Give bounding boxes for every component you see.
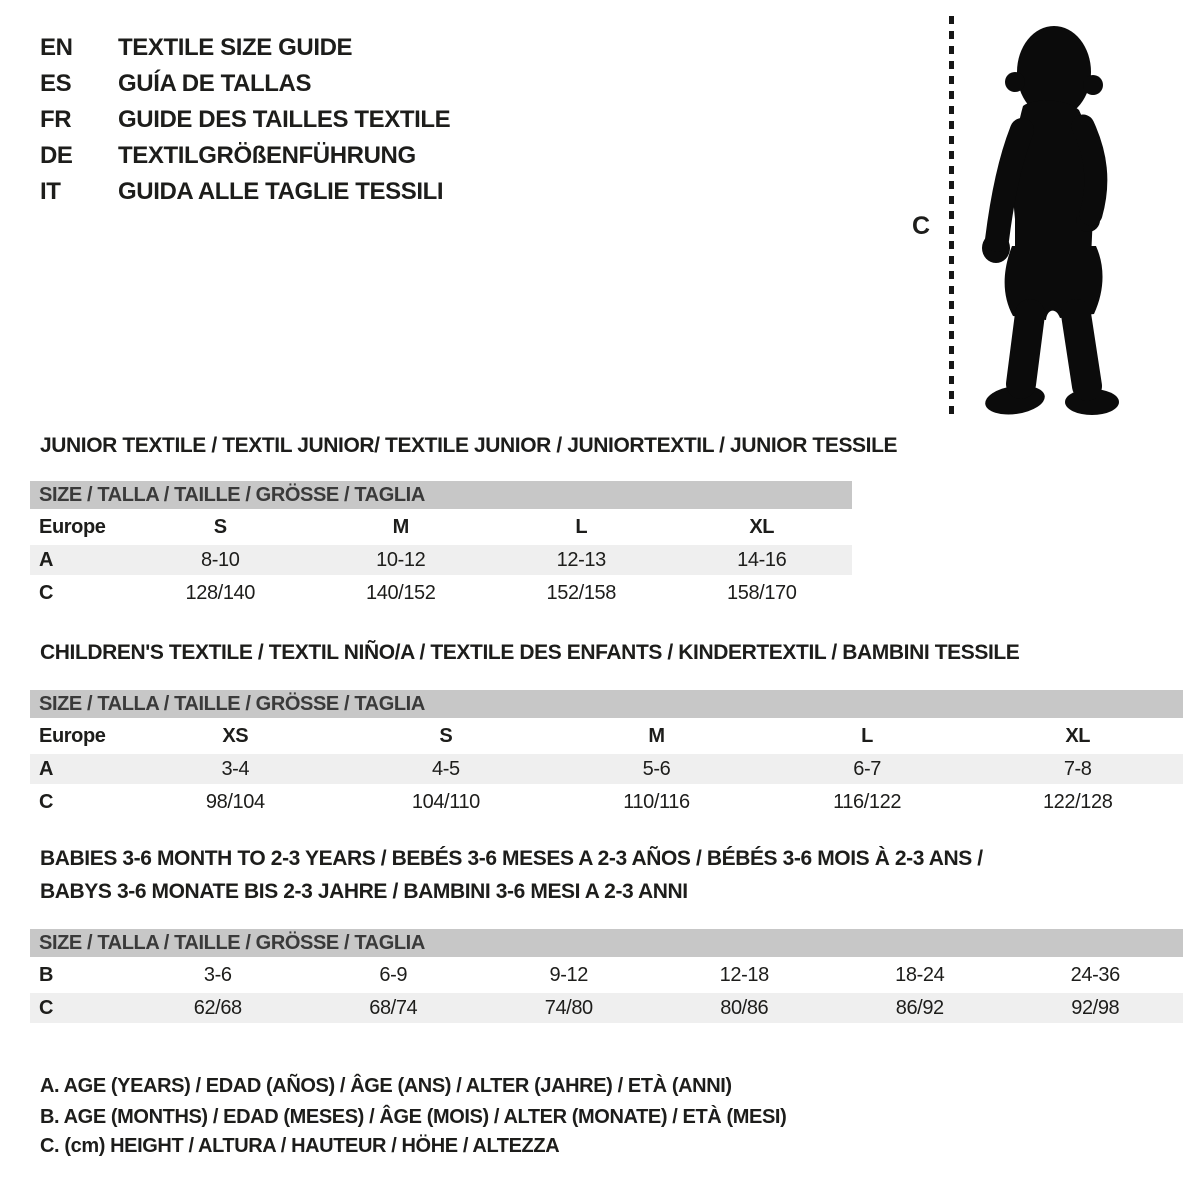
language-title-block bbox=[40, 30, 450, 210]
size-cell: XL bbox=[1065, 724, 1091, 747]
size-header-bar: SIZE / TALLA / TAILLE / GRÖSSE / TAGLIA bbox=[30, 690, 1183, 718]
height-cell: 98/104 bbox=[205, 790, 265, 813]
height-cell: 158/170 bbox=[727, 581, 797, 604]
age-cell: 5-6 bbox=[642, 757, 671, 780]
size-cell: S bbox=[439, 724, 453, 747]
section-title-children: CHILDREN'S TEXTILE / TEXTIL NIÑO/A / TEXTILE DES ENFANTS / KINDERTEXTIL / BAMBINI TESSILE bbox=[40, 641, 1020, 664]
size-cell: L bbox=[575, 515, 588, 538]
height-dashed-line bbox=[949, 16, 954, 416]
size-cell: XS bbox=[222, 724, 249, 747]
guide-title-de: TEXTILGRÖßENFÜHRUNG bbox=[118, 142, 416, 169]
size-cell: S bbox=[213, 515, 227, 538]
row-label: C bbox=[39, 790, 54, 813]
age-cell: 4-5 bbox=[432, 757, 460, 780]
size-header-bar: SIZE / TALLA / TAILLE / GRÖSSE / TAGLIA bbox=[30, 481, 852, 509]
row-label: B bbox=[39, 963, 54, 986]
height-cell: 122/128 bbox=[1042, 790, 1113, 813]
section-title-junior: JUNIOR TEXTILE / TEXTIL JUNIOR/ TEXTILE JUNIOR / JUNIORTEXTIL / JUNIOR TESSILE bbox=[40, 434, 898, 457]
table-row-age bbox=[30, 545, 852, 575]
height-cell: 152/158 bbox=[546, 581, 616, 604]
row-label: C bbox=[39, 996, 54, 1019]
language-row-it bbox=[40, 174, 450, 210]
babies-size-table bbox=[30, 929, 1183, 1023]
baby-silhouette-graphic bbox=[966, 14, 1132, 418]
legend-age-months: B. AGE (MONTHS) / EDAD (MESES) / ÂGE (MOIS) / ALTER (MONATE) / ETÀ (MESI) bbox=[40, 1106, 787, 1128]
guide-title-it: GUIDA ALLE TAGLIE TESSILI bbox=[118, 178, 444, 205]
language-code: EN bbox=[40, 34, 73, 61]
table-row-height bbox=[30, 993, 1183, 1023]
height-cell: 140/152 bbox=[366, 581, 436, 604]
table-row-age bbox=[30, 754, 1183, 784]
age-cell: 3-6 bbox=[203, 963, 232, 986]
age-cell: 12-18 bbox=[719, 963, 769, 986]
language-code: DE bbox=[40, 142, 73, 169]
age-cell: 12-13 bbox=[556, 548, 606, 571]
measure-label-c: C bbox=[912, 212, 930, 240]
age-cell: 10-12 bbox=[376, 548, 426, 571]
children-size-table bbox=[30, 690, 1183, 817]
height-cell: 110/116 bbox=[623, 790, 690, 813]
age-cell: 14-16 bbox=[737, 548, 787, 571]
section-title-babies-line2: BABYS 3-6 MONATE BIS 2-3 JAHRE / BAMBINI 3-6 MESI A 2-3 ANNI bbox=[40, 880, 688, 903]
table-row-europe bbox=[30, 512, 852, 542]
age-cell: 3-4 bbox=[221, 757, 250, 780]
age-cell: 7-8 bbox=[1063, 757, 1092, 780]
guide-title-en: TEXTILE SIZE GUIDE bbox=[118, 34, 353, 61]
size-header-bar: SIZE / TALLA / TAILLE / GRÖSSE / TAGLIA bbox=[30, 929, 1183, 957]
height-cell: 104/110 bbox=[411, 790, 480, 813]
age-cell: 6-9 bbox=[379, 963, 408, 986]
table-row-height bbox=[30, 578, 852, 608]
height-cell: 128/140 bbox=[185, 581, 255, 604]
legend-height-cm: C. (cm) HEIGHT / ALTURA / HAUTEUR / HÖHE / ALTEZZA bbox=[40, 1135, 560, 1157]
section-title-babies-line1: BABIES 3-6 MONTH TO 2-3 YEARS / BEBÉS 3-6 MESES A 2-3 AÑOS / BÉBÉS 3-6 MOIS À 2-3 ANS / bbox=[40, 847, 983, 870]
row-label: C bbox=[39, 581, 54, 604]
height-cell: 86/92 bbox=[895, 996, 944, 1019]
size-cell: M bbox=[392, 515, 409, 538]
height-cell: 68/74 bbox=[369, 996, 418, 1019]
height-cell: 80/86 bbox=[720, 996, 769, 1019]
height-cell: 92/98 bbox=[1071, 996, 1120, 1019]
guide-title-es: GUÍA DE TALLAS bbox=[118, 70, 312, 97]
language-code: ES bbox=[40, 70, 72, 97]
row-label: A bbox=[39, 757, 54, 780]
guide-title-fr: GUIDE DES TAILLES TEXTILE bbox=[118, 106, 451, 133]
age-cell: 24-36 bbox=[1070, 963, 1120, 986]
row-label: Europe bbox=[39, 724, 106, 747]
age-cell: 9-12 bbox=[549, 963, 588, 986]
size-cell: L bbox=[861, 724, 873, 747]
row-label: A bbox=[39, 548, 54, 571]
table-row-age-months bbox=[30, 960, 1183, 990]
height-cell: 74/80 bbox=[544, 996, 593, 1019]
language-row-fr bbox=[40, 102, 450, 138]
language-code: FR bbox=[40, 106, 72, 133]
size-cell: XL bbox=[749, 515, 775, 538]
table-row-europe bbox=[30, 721, 1183, 751]
age-cell: 6-7 bbox=[853, 757, 881, 780]
height-cell: 116/122 bbox=[833, 790, 902, 813]
junior-size-table bbox=[30, 481, 852, 608]
language-row-en bbox=[40, 30, 450, 66]
language-row-es bbox=[40, 66, 450, 102]
age-cell: 18-24 bbox=[895, 963, 945, 986]
language-code: IT bbox=[40, 178, 61, 205]
table-row-height bbox=[30, 787, 1183, 817]
legend-age-years: A. AGE (YEARS) / EDAD (AÑOS) / ÂGE (ANS) / ALTER (JAHRE) / ETÀ (ANNI) bbox=[40, 1075, 732, 1097]
age-cell: 8-10 bbox=[201, 548, 240, 571]
row-label: Europe bbox=[39, 515, 106, 538]
height-cell: 62/68 bbox=[193, 996, 242, 1019]
size-cell: M bbox=[648, 724, 665, 747]
language-row-de bbox=[40, 138, 450, 174]
